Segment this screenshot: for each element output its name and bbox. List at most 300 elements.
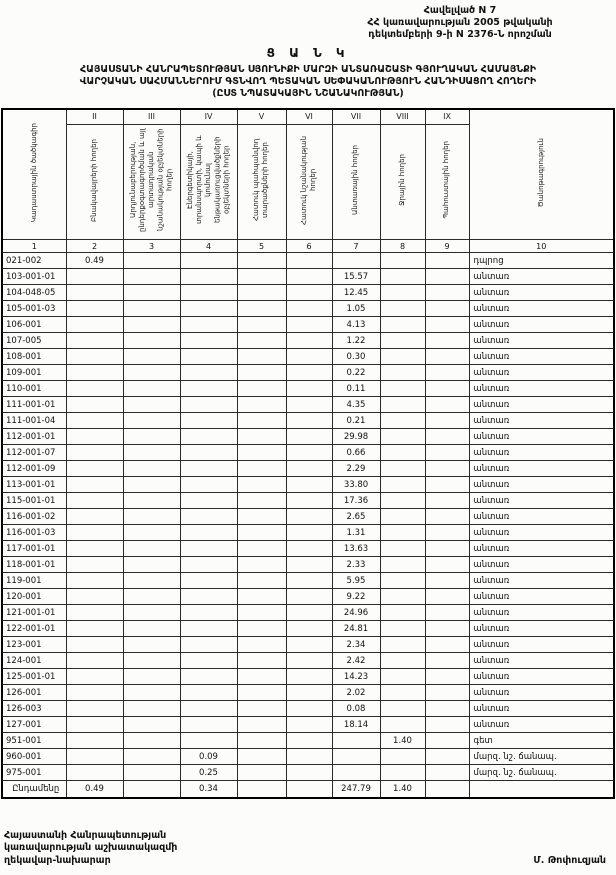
cell-area-value xyxy=(380,413,425,429)
cell-area-value: 2.42 xyxy=(332,653,380,669)
cell-area-value xyxy=(123,317,180,333)
cell-area-value xyxy=(380,637,425,653)
cell-area-value xyxy=(425,541,469,557)
table-row xyxy=(2,461,614,477)
cell-area-value xyxy=(286,733,332,749)
cell-area-value xyxy=(425,621,469,637)
cell-area-value: 17.36 xyxy=(332,493,380,509)
cell-area-value: 33.80 xyxy=(332,477,380,493)
cell-area-value: 14.23 xyxy=(332,669,380,685)
cell-note: անտառ xyxy=(469,573,614,589)
table-row xyxy=(2,285,614,301)
cell-note: անտառ xyxy=(469,381,614,397)
cell-area-value: 9.22 xyxy=(332,589,380,605)
cell-area-value xyxy=(180,589,237,605)
cell-cadastral-code: 120-001 xyxy=(2,589,66,605)
annex-reference xyxy=(310,5,610,41)
cell-area-value xyxy=(425,317,469,333)
cell-area-value: 0.09 xyxy=(180,749,237,765)
cell-area-value: 0.25 xyxy=(180,765,237,781)
table-row xyxy=(2,749,614,765)
table-row xyxy=(2,477,614,493)
cell-area-value xyxy=(123,477,180,493)
cell-area-value xyxy=(286,621,332,637)
cell-area-value: 0.34 xyxy=(180,781,237,798)
cell-area-value: 2.34 xyxy=(332,637,380,653)
cell-area-value xyxy=(286,653,332,669)
cell-area-value xyxy=(237,461,286,477)
cell-area-value xyxy=(180,541,237,557)
cell-area-value xyxy=(180,525,237,541)
cell-note: անտառ xyxy=(469,637,614,653)
table-row xyxy=(2,493,614,509)
cell-area-value xyxy=(380,717,425,733)
cell-area-value xyxy=(180,397,237,413)
table-row xyxy=(2,381,614,397)
cell-area-value xyxy=(66,333,123,349)
cell-area-value xyxy=(425,765,469,781)
table-total-row xyxy=(2,781,614,798)
cell-area-value: 18.14 xyxy=(332,717,380,733)
cell-area-value xyxy=(180,317,237,333)
cell-area-value xyxy=(123,589,180,605)
cell-area-value xyxy=(286,717,332,733)
cell-area-value xyxy=(237,253,286,269)
header-numeral-row xyxy=(2,109,614,125)
cell-area-value xyxy=(66,541,123,557)
cell-cadastral-code: 107-005 xyxy=(2,333,66,349)
cell-area-value: 2.29 xyxy=(332,461,380,477)
cell-area-value xyxy=(380,381,425,397)
table-row xyxy=(2,573,614,589)
cell-area-value xyxy=(380,461,425,477)
table-row xyxy=(2,717,614,733)
cell-cadastral-code: 126-003 xyxy=(2,701,66,717)
cell-area-value xyxy=(237,429,286,445)
cell-area-value xyxy=(123,525,180,541)
cell-area-value xyxy=(123,493,180,509)
table-row xyxy=(2,621,614,637)
cell-area-value xyxy=(380,509,425,525)
cell-cadastral-code: 105-001-03 xyxy=(2,301,66,317)
cell-note: անտառ xyxy=(469,525,614,541)
cell-cadastral-code: 122-001-01 xyxy=(2,621,66,637)
cell-area-value xyxy=(286,477,332,493)
table-row xyxy=(2,701,614,717)
cell-area-value xyxy=(425,285,469,301)
cell-note: անտառ xyxy=(469,365,614,381)
cell-area-value: 15.57 xyxy=(332,269,380,285)
signature-name: Մ. Թոփուզյան xyxy=(533,855,606,866)
cell-area-value xyxy=(286,493,332,509)
cell-cadastral-code: 108-001 xyxy=(2,349,66,365)
cell-note: մարզ. նշ. ճանապ. xyxy=(469,749,614,765)
cell-area-value xyxy=(237,317,286,333)
cell-area-value xyxy=(237,349,286,365)
page-title: Ց Ա Ն Կ xyxy=(266,45,350,60)
cell-cadastral-code: Ընդամենը xyxy=(2,781,66,798)
cell-area-value: 0.22 xyxy=(332,365,380,381)
cell-area-value xyxy=(123,461,180,477)
signatory-title xyxy=(4,830,177,867)
cell-area-value xyxy=(286,429,332,445)
col-numeral-8: VIII xyxy=(380,109,425,125)
cell-cadastral-code: 021-002 xyxy=(2,253,66,269)
cell-area-value xyxy=(123,557,180,573)
table-row xyxy=(2,765,614,781)
cell-area-value xyxy=(66,749,123,765)
index-cell: 1 xyxy=(2,240,66,253)
table-row xyxy=(2,301,614,317)
cell-area-value xyxy=(66,445,123,461)
index-cell: 8 xyxy=(380,240,425,253)
table-row xyxy=(2,557,614,573)
table-row xyxy=(2,525,614,541)
note-header-label: Ծանոթագրություն xyxy=(536,137,545,208)
col-numeral-6: VI xyxy=(286,109,332,125)
cell-cadastral-code: 111-001-04 xyxy=(2,413,66,429)
cell-area-value xyxy=(237,669,286,685)
col-header-forest: Անտառային հողեր xyxy=(332,125,380,240)
index-cell: 3 xyxy=(123,240,180,253)
cell-area-value xyxy=(425,429,469,445)
cell-area-value xyxy=(380,765,425,781)
table-row xyxy=(2,333,614,349)
cell-area-value xyxy=(180,285,237,301)
cell-note: անտառ xyxy=(469,541,614,557)
cell-area-value xyxy=(286,781,332,798)
cell-area-value xyxy=(286,765,332,781)
cell-area-value xyxy=(66,717,123,733)
cell-area-value: 29.98 xyxy=(332,429,380,445)
cell-area-value xyxy=(286,605,332,621)
table-row xyxy=(2,317,614,333)
cell-area-value xyxy=(237,413,286,429)
cell-area-value xyxy=(286,269,332,285)
cell-area-value xyxy=(180,445,237,461)
cell-area-value xyxy=(380,493,425,509)
cell-area-value xyxy=(286,637,332,653)
cell-area-value: 13.63 xyxy=(332,541,380,557)
cell-area-value: 0.21 xyxy=(332,413,380,429)
cell-cadastral-code: 951-001 xyxy=(2,733,66,749)
cell-area-value xyxy=(380,589,425,605)
cell-area-value xyxy=(380,445,425,461)
col-header-industrial: Արդյունաբերության, ընդերքօգտագործման և այլ արտադրական նշանակության օբյեկտների հողեր xyxy=(123,125,180,240)
cell-area-value xyxy=(123,285,180,301)
cell-area-value xyxy=(425,637,469,653)
cell-area-value xyxy=(237,285,286,301)
cell-area-value xyxy=(237,269,286,285)
cell-cadastral-code: 126-001 xyxy=(2,685,66,701)
cell-cadastral-code: 103-001-01 xyxy=(2,269,66,285)
col-numeral-3: III xyxy=(123,109,180,125)
subtitle-line-2: ՎԱՐՉԱԿԱՆ ՍԱՀՄԱՆՆԵՐՈՒՄ ԳՏՆՎՈՂ ՊԵՏԱԿԱՆ ՍԵՓԱԿԱՆՈՒԹՅՈՒՆ ՀԱՆԴԻՍԱՑՈՂ ՀՈՂԵՐԻ xyxy=(79,75,537,87)
table-row xyxy=(2,349,614,365)
cell-area-value xyxy=(237,701,286,717)
cell-area-value xyxy=(380,397,425,413)
table-row xyxy=(2,637,614,653)
cell-area-value xyxy=(237,781,286,798)
cell-area-value xyxy=(180,413,237,429)
cell-area-value xyxy=(66,397,123,413)
cell-area-value xyxy=(425,397,469,413)
cell-area-value xyxy=(286,285,332,301)
cell-area-value xyxy=(66,557,123,573)
cell-area-value xyxy=(123,653,180,669)
cell-area-value: 24.96 xyxy=(332,605,380,621)
cell-area-value xyxy=(286,333,332,349)
cell-note: անտառ xyxy=(469,349,614,365)
cell-area-value xyxy=(123,413,180,429)
table-row xyxy=(2,413,614,429)
cell-area-value xyxy=(66,461,123,477)
table-row xyxy=(2,397,614,413)
cell-note: անտառ xyxy=(469,669,614,685)
cell-area-value xyxy=(380,749,425,765)
cell-note: անտառ xyxy=(469,285,614,301)
cell-cadastral-code: 127-001 xyxy=(2,717,66,733)
cell-area-value xyxy=(180,637,237,653)
cell-area-value xyxy=(332,733,380,749)
cell-area-value xyxy=(180,301,237,317)
cell-area-value xyxy=(425,269,469,285)
cell-area-value: 1.05 xyxy=(332,301,380,317)
cell-area-value xyxy=(180,269,237,285)
cell-area-value xyxy=(66,365,123,381)
cell-area-value xyxy=(123,333,180,349)
cell-cadastral-code: 121-001-01 xyxy=(2,605,66,621)
cell-note: անտառ xyxy=(469,269,614,285)
cell-area-value xyxy=(180,621,237,637)
cell-area-value xyxy=(66,269,123,285)
cell-area-value xyxy=(286,349,332,365)
cell-area-value xyxy=(66,637,123,653)
cell-area-value xyxy=(123,685,180,701)
cell-area-value xyxy=(237,573,286,589)
index-cell: 6 xyxy=(286,240,332,253)
cell-area-value xyxy=(66,509,123,525)
cell-area-value xyxy=(180,605,237,621)
col-header-reserve: Պահուստային հողեր xyxy=(425,125,469,240)
cell-area-value xyxy=(66,477,123,493)
cell-area-value: 0.49 xyxy=(66,781,123,798)
cell-note: անտառ xyxy=(469,685,614,701)
index-cell: 7 xyxy=(332,240,380,253)
cell-cadastral-code: 115-001-01 xyxy=(2,493,66,509)
cell-note: անտառ xyxy=(469,621,614,637)
table-body xyxy=(2,253,614,798)
cell-area-value xyxy=(425,669,469,685)
cell-area-value xyxy=(180,557,237,573)
col-numeral-7: VII xyxy=(332,109,380,125)
cell-area-value xyxy=(286,461,332,477)
cell-note: անտառ xyxy=(469,717,614,733)
table-row xyxy=(2,365,614,381)
cell-area-value: 1.40 xyxy=(380,781,425,798)
cell-area-value xyxy=(123,573,180,589)
cell-area-value: 12.45 xyxy=(332,285,380,301)
cell-area-value xyxy=(380,573,425,589)
cell-area-value xyxy=(286,413,332,429)
col-header-residential: Բնակավայրերի հողեր xyxy=(66,125,123,240)
cell-area-value xyxy=(237,477,286,493)
cell-cadastral-code: 123-001 xyxy=(2,637,66,653)
cell-note: մարզ. նշ. ճանապ. xyxy=(469,765,614,781)
cell-area-value xyxy=(180,253,237,269)
table-row xyxy=(2,253,614,269)
cell-area-value xyxy=(332,749,380,765)
cell-area-value: 1.22 xyxy=(332,333,380,349)
cell-area-value xyxy=(237,525,286,541)
cell-area-value xyxy=(123,349,180,365)
cell-area-value xyxy=(180,509,237,525)
cell-area-value: 5.95 xyxy=(332,573,380,589)
cell-area-value xyxy=(123,301,180,317)
cell-note: անտառ xyxy=(469,445,614,461)
cell-area-value xyxy=(123,717,180,733)
col-numeral-4: IV xyxy=(180,109,237,125)
cell-cadastral-code: 106-001 xyxy=(2,317,66,333)
cell-area-value xyxy=(380,541,425,557)
cell-area-value xyxy=(66,573,123,589)
cell-area-value xyxy=(66,301,123,317)
table-row xyxy=(2,733,614,749)
cell-cadastral-code: 104-048-05 xyxy=(2,285,66,301)
cell-area-value xyxy=(237,365,286,381)
index-cell: 9 xyxy=(425,240,469,253)
cell-area-value xyxy=(286,557,332,573)
cell-area-value xyxy=(237,381,286,397)
cell-area-value xyxy=(425,557,469,573)
col-header-note xyxy=(469,109,614,240)
cell-area-value xyxy=(237,765,286,781)
cell-area-value xyxy=(180,333,237,349)
cell-note: անտառ xyxy=(469,605,614,621)
cell-area-value xyxy=(380,317,425,333)
document-subtitle xyxy=(0,64,616,101)
cell-area-value xyxy=(66,653,123,669)
cell-area-value xyxy=(66,621,123,637)
cell-area-value xyxy=(66,605,123,621)
cell-area-value xyxy=(123,381,180,397)
cell-area-value xyxy=(286,669,332,685)
cell-area-value xyxy=(425,749,469,765)
cell-area-value xyxy=(286,397,332,413)
cell-area-value xyxy=(123,749,180,765)
cell-area-value xyxy=(123,621,180,637)
cell-area-value xyxy=(180,365,237,381)
cell-area-value xyxy=(425,445,469,461)
cell-area-value xyxy=(425,717,469,733)
cell-cadastral-code: 111-001-01 xyxy=(2,397,66,413)
cell-cadastral-code: 125-001-01 xyxy=(2,669,66,685)
cell-area-value xyxy=(237,685,286,701)
cell-area-value xyxy=(180,573,237,589)
cell-cadastral-code: 110-001 xyxy=(2,381,66,397)
cell-area-value xyxy=(286,749,332,765)
cell-area-value xyxy=(380,557,425,573)
cell-area-value: 0.49 xyxy=(66,253,123,269)
cell-cadastral-code: 109-001 xyxy=(2,365,66,381)
table-row xyxy=(2,269,614,285)
cell-area-value xyxy=(286,381,332,397)
cell-area-value xyxy=(180,701,237,717)
cell-area-value xyxy=(66,381,123,397)
cell-area-value xyxy=(180,669,237,685)
cell-note: անտառ xyxy=(469,509,614,525)
cell-area-value xyxy=(425,701,469,717)
cell-area-value xyxy=(425,253,469,269)
cell-area-value xyxy=(123,765,180,781)
col-numeral-5: V xyxy=(237,109,286,125)
table-row xyxy=(2,589,614,605)
signatory-line-1: Հայաստանի Հանրապետության xyxy=(4,829,167,841)
cell-area-value xyxy=(123,509,180,525)
cell-area-value xyxy=(180,653,237,669)
cell-cadastral-code: 116-001-02 xyxy=(2,509,66,525)
cell-area-value: 247.79 xyxy=(332,781,380,798)
cell-note: անտառ xyxy=(469,413,614,429)
cell-note: գետ xyxy=(469,733,614,749)
cell-cadastral-code: 119-001 xyxy=(2,573,66,589)
table-row xyxy=(2,509,614,525)
cell-area-value: 1.31 xyxy=(332,525,380,541)
cell-area-value xyxy=(66,765,123,781)
subtitle-line-1: ՀԱՅԱՍՏԱՆԻ ՀԱՆՐԱՊԵՏՈՒԹՅԱՆ ՍՅՈՒՆԻՔԻ ՄԱՐԶԻ ԱՆՏԱՌԱՇԱՏԻ ԳՅՈՒՂԱԿԱՆ ՀԱՄԱՅՆՔԻ xyxy=(79,63,537,75)
cell-area-value xyxy=(380,525,425,541)
cell-area-value xyxy=(286,589,332,605)
index-cell: 4 xyxy=(180,240,237,253)
cell-area-value xyxy=(180,461,237,477)
cell-cadastral-code: 975-001 xyxy=(2,765,66,781)
cell-area-value xyxy=(425,589,469,605)
cell-area-value xyxy=(66,317,123,333)
cell-cadastral-code: 118-001-01 xyxy=(2,557,66,573)
cell-note: անտառ xyxy=(469,493,614,509)
cell-area-value xyxy=(237,733,286,749)
cell-area-value xyxy=(380,285,425,301)
table-row xyxy=(2,541,614,557)
header-index-row xyxy=(2,240,614,253)
cell-area-value xyxy=(237,557,286,573)
cell-area-value xyxy=(380,333,425,349)
cell-area-value xyxy=(123,733,180,749)
table-row xyxy=(2,605,614,621)
cell-area-value xyxy=(180,429,237,445)
cell-area-value xyxy=(180,349,237,365)
cell-note xyxy=(469,781,614,798)
cell-area-value xyxy=(286,509,332,525)
cell-area-value xyxy=(380,685,425,701)
cell-area-value xyxy=(380,429,425,445)
index-cell: 10 xyxy=(469,240,614,253)
cell-area-value: 4.13 xyxy=(332,317,380,333)
cell-area-value xyxy=(237,493,286,509)
cell-area-value xyxy=(425,733,469,749)
cell-area-value xyxy=(380,653,425,669)
cell-area-value xyxy=(380,253,425,269)
cell-cadastral-code: 124-001 xyxy=(2,653,66,669)
land-table xyxy=(1,108,615,799)
cell-area-value xyxy=(180,493,237,509)
subtitle-line-3: (ԸՍՏ ՆՊԱՏԱԿԱՅԻՆ ՆՇԱՆԱԿՈՒԹՅԱՆ) xyxy=(212,88,404,100)
cell-area-value xyxy=(425,413,469,429)
cell-area-value xyxy=(286,573,332,589)
cell-area-value xyxy=(237,541,286,557)
table-row xyxy=(2,653,614,669)
annex-line-1: Հավելված N 7 xyxy=(423,5,497,16)
